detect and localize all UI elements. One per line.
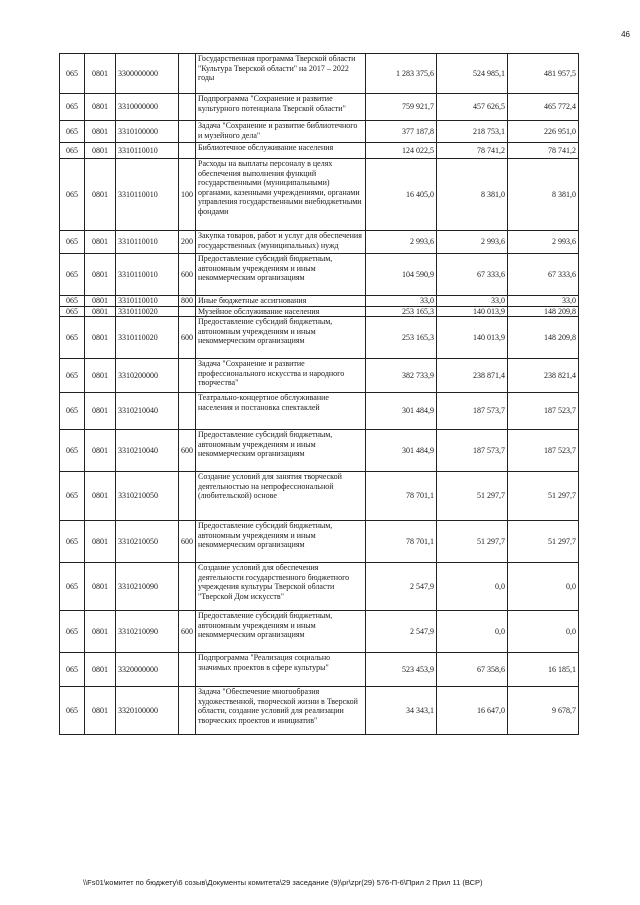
table-row <box>60 653 579 687</box>
cell-target-article: 3310210090 <box>116 563 179 611</box>
cell-vedomstvo: 065 <box>60 54 85 94</box>
cell-razdel: 0801 <box>85 563 116 611</box>
cell-target-article: 3300000000 <box>116 54 179 94</box>
cell-razdel: 0801 <box>85 359 116 393</box>
table-row <box>60 296 579 307</box>
cell-vedomstvo: 065 <box>60 521 85 563</box>
cell-target-article: 3310110010 <box>116 143 179 159</box>
cell-item-name: Подпрограмма "Реализация социально значимых проектов в сфере культуры" <box>196 653 366 687</box>
table-row <box>60 611 579 653</box>
cell-expense-type <box>179 563 196 611</box>
cell-amount-2: 140 013,9 <box>437 306 508 317</box>
cell-expense-type <box>179 472 196 521</box>
cell-amount-3: 78 741,2 <box>508 143 579 159</box>
cell-vedomstvo: 065 <box>60 254 85 296</box>
cell-expense-type: 600 <box>179 430 196 472</box>
cell-expense-type: 100 <box>179 159 196 231</box>
cell-razdel: 0801 <box>85 653 116 687</box>
cell-amount-2: 67 358,6 <box>437 653 508 687</box>
table-row <box>60 359 579 393</box>
cell-expense-type <box>179 687 196 735</box>
cell-amount-3: 51 297,7 <box>508 472 579 521</box>
table-row <box>60 94 579 121</box>
cell-amount-1: 253 165,3 <box>366 306 437 317</box>
cell-target-article: 3310210040 <box>116 430 179 472</box>
cell-expense-type: 600 <box>179 317 196 359</box>
cell-amount-3: 51 297,7 <box>508 521 579 563</box>
cell-item-name: Расходы на выплаты персоналу в целях обеспечения выполнения функций государственными (муниципальными) органами, казенными учреждениями, органами управления государственными внебюджетными фондами <box>196 159 366 231</box>
cell-amount-3: 226 951,0 <box>508 121 579 143</box>
cell-amount-3: 187 523,7 <box>508 393 579 430</box>
cell-vedomstvo: 065 <box>60 296 85 307</box>
cell-amount-2: 218 753,1 <box>437 121 508 143</box>
cell-vedomstvo: 065 <box>60 563 85 611</box>
cell-razdel: 0801 <box>85 254 116 296</box>
cell-amount-3: 148 209,8 <box>508 306 579 317</box>
cell-amount-1: 759 921,7 <box>366 94 437 121</box>
table-row <box>60 121 579 143</box>
cell-item-name: Создание условий для занятия творческой деятельностью на непрофессиональной (любительской) основе <box>196 472 366 521</box>
cell-vedomstvo: 065 <box>60 472 85 521</box>
cell-expense-type <box>179 94 196 121</box>
cell-target-article: 3320100000 <box>116 687 179 735</box>
cell-expense-type <box>179 359 196 393</box>
cell-item-name: Предоставление субсидий бюджетным, автономным учреждениям и иным некоммерческим организациям <box>196 254 366 296</box>
cell-razdel: 0801 <box>85 393 116 430</box>
cell-amount-1: 2 547,9 <box>366 611 437 653</box>
cell-razdel: 0801 <box>85 430 116 472</box>
table-row <box>60 563 579 611</box>
cell-amount-2: 0,0 <box>437 611 508 653</box>
cell-razdel: 0801 <box>85 317 116 359</box>
cell-razdel: 0801 <box>85 687 116 735</box>
cell-amount-2: 238 871,4 <box>437 359 508 393</box>
cell-amount-2: 8 381,0 <box>437 159 508 231</box>
cell-amount-2: 2 993,6 <box>437 231 508 254</box>
cell-razdel: 0801 <box>85 143 116 159</box>
cell-amount-3: 33,0 <box>508 296 579 307</box>
table-row <box>60 687 579 735</box>
table-row <box>60 521 579 563</box>
cell-item-name: Предоставление субсидий бюджетным, автономным учреждениям и иным некоммерческим организациям <box>196 317 366 359</box>
cell-expense-type: 800 <box>179 296 196 307</box>
table-row <box>60 231 579 254</box>
cell-razdel: 0801 <box>85 94 116 121</box>
table-row <box>60 54 579 94</box>
cell-amount-1: 377 187,8 <box>366 121 437 143</box>
cell-amount-2: 78 741,2 <box>437 143 508 159</box>
cell-amount-3: 148 209,8 <box>508 317 579 359</box>
cell-amount-3: 187 523,7 <box>508 430 579 472</box>
cell-amount-1: 523 453,9 <box>366 653 437 687</box>
cell-expense-type <box>179 54 196 94</box>
cell-item-name: Предоставление субсидий бюджетным, автономным учреждениям и иным некоммерческим организациям <box>196 430 366 472</box>
cell-item-name: Библиотечное обслуживание населения <box>196 143 366 159</box>
cell-item-name: Создание условий для обеспечения деятельности государственного бюджетного учреждения культуры Тверской области "Тверской Дом искусств" <box>196 563 366 611</box>
budget-table-body <box>60 54 579 735</box>
cell-amount-1: 78 701,1 <box>366 521 437 563</box>
cell-target-article: 3310110020 <box>116 306 179 317</box>
cell-vedomstvo: 065 <box>60 121 85 143</box>
cell-amount-3: 9 678,7 <box>508 687 579 735</box>
cell-amount-2: 67 333,6 <box>437 254 508 296</box>
cell-amount-1: 16 405,0 <box>366 159 437 231</box>
cell-amount-1: 104 590,9 <box>366 254 437 296</box>
cell-item-name: Музейное обслуживание населения <box>196 306 366 317</box>
page-number: 46 <box>621 30 630 39</box>
cell-razdel: 0801 <box>85 121 116 143</box>
cell-vedomstvo: 065 <box>60 611 85 653</box>
cell-target-article: 3310210090 <box>116 611 179 653</box>
cell-target-article: 3310110010 <box>116 231 179 254</box>
cell-target-article: 3310000000 <box>116 94 179 121</box>
table-row <box>60 159 579 231</box>
cell-amount-1: 124 022,5 <box>366 143 437 159</box>
cell-vedomstvo: 065 <box>60 306 85 317</box>
cell-vedomstvo: 065 <box>60 317 85 359</box>
cell-target-article: 3310110010 <box>116 254 179 296</box>
cell-vedomstvo: 065 <box>60 430 85 472</box>
table-row <box>60 472 579 521</box>
cell-target-article: 3310200000 <box>116 359 179 393</box>
cell-item-name: Закупка товаров, работ и услуг для обеспечения государственных (муниципальных) нужд <box>196 231 366 254</box>
cell-vedomstvo: 065 <box>60 653 85 687</box>
cell-razdel: 0801 <box>85 159 116 231</box>
cell-target-article: 3310210050 <box>116 472 179 521</box>
cell-amount-2: 524 985,1 <box>437 54 508 94</box>
table-row <box>60 317 579 359</box>
cell-item-name: Театрально-концертное обслуживание населения и постановка спектаклей <box>196 393 366 430</box>
cell-razdel: 0801 <box>85 611 116 653</box>
table-row <box>60 393 579 430</box>
cell-razdel: 0801 <box>85 231 116 254</box>
table-row <box>60 430 579 472</box>
cell-amount-3: 8 381,0 <box>508 159 579 231</box>
cell-amount-3: 16 185,1 <box>508 653 579 687</box>
cell-vedomstvo: 065 <box>60 159 85 231</box>
cell-razdel: 0801 <box>85 306 116 317</box>
cell-amount-1: 301 484,9 <box>366 393 437 430</box>
cell-amount-3: 238 821,4 <box>508 359 579 393</box>
cell-amount-2: 140 013,9 <box>437 317 508 359</box>
cell-expense-type: 600 <box>179 611 196 653</box>
cell-item-name: Государственная программа Тверской области "Культура Тверской области" на 2017 – 2022 годы <box>196 54 366 94</box>
cell-razdel: 0801 <box>85 521 116 563</box>
cell-amount-2: 51 297,7 <box>437 472 508 521</box>
cell-amount-1: 1 283 375,6 <box>366 54 437 94</box>
cell-vedomstvo: 065 <box>60 231 85 254</box>
cell-amount-1: 2 547,9 <box>366 563 437 611</box>
cell-item-name: Иные бюджетные ассигнования <box>196 296 366 307</box>
table-row <box>60 143 579 159</box>
cell-razdel: 0801 <box>85 54 116 94</box>
cell-amount-1: 34 343,1 <box>366 687 437 735</box>
table-row <box>60 306 579 317</box>
cell-amount-2: 16 647,0 <box>437 687 508 735</box>
cell-expense-type: 200 <box>179 231 196 254</box>
cell-target-article: 3310110010 <box>116 159 179 231</box>
cell-amount-2: 187 573,7 <box>437 393 508 430</box>
cell-vedomstvo: 065 <box>60 393 85 430</box>
cell-amount-3: 67 333,6 <box>508 254 579 296</box>
cell-amount-2: 33,0 <box>437 296 508 307</box>
cell-amount-2: 187 573,7 <box>437 430 508 472</box>
cell-amount-3: 481 957,5 <box>508 54 579 94</box>
cell-target-article: 3310110020 <box>116 317 179 359</box>
cell-amount-2: 0,0 <box>437 563 508 611</box>
cell-amount-3: 465 772,4 <box>508 94 579 121</box>
cell-amount-1: 78 701,1 <box>366 472 437 521</box>
cell-target-article: 3310100000 <box>116 121 179 143</box>
cell-amount-3: 2 993,6 <box>508 231 579 254</box>
cell-vedomstvo: 065 <box>60 94 85 121</box>
cell-vedomstvo: 065 <box>60 687 85 735</box>
cell-amount-1: 253 165,3 <box>366 317 437 359</box>
cell-target-article: 3310210040 <box>116 393 179 430</box>
cell-item-name: Подпрограмма "Сохранение и развитие культурного потенциала Тверской области" <box>196 94 366 121</box>
cell-expense-type <box>179 121 196 143</box>
cell-expense-type: 600 <box>179 521 196 563</box>
cell-amount-1: 2 993,6 <box>366 231 437 254</box>
cell-amount-1: 33,0 <box>366 296 437 307</box>
cell-amount-1: 301 484,9 <box>366 430 437 472</box>
cell-expense-type <box>179 143 196 159</box>
cell-amount-1: 382 733,9 <box>366 359 437 393</box>
cell-vedomstvo: 065 <box>60 359 85 393</box>
cell-amount-3: 0,0 <box>508 563 579 611</box>
cell-razdel: 0801 <box>85 472 116 521</box>
cell-amount-2: 457 626,5 <box>437 94 508 121</box>
cell-amount-3: 0,0 <box>508 611 579 653</box>
cell-razdel: 0801 <box>85 296 116 307</box>
cell-expense-type <box>179 306 196 317</box>
cell-target-article: 3310110010 <box>116 296 179 307</box>
cell-target-article: 3320000000 <box>116 653 179 687</box>
cell-expense-type <box>179 393 196 430</box>
table-row <box>60 254 579 296</box>
cell-target-article: 3310210050 <box>116 521 179 563</box>
cell-item-name: Предоставление субсидий бюджетным, автономным учреждениям и иным некоммерческим организациям <box>196 521 366 563</box>
cell-item-name: Задача "Сохранение и развитие профессионального искусства и народного творчества" <box>196 359 366 393</box>
cell-item-name: Предоставление субсидий бюджетным, автономным учреждениям и иным некоммерческим организациям <box>196 611 366 653</box>
footer-file-path: \\Fs01\комитет по бюджету\6 созыв\Документы комитета\29 заседание (9)\pr\zpr(29) 576-П-6\Прил 2 Прил 11 (ВСР) <box>83 878 483 887</box>
cell-expense-type <box>179 653 196 687</box>
cell-amount-2: 51 297,7 <box>437 521 508 563</box>
cell-item-name: Задача "Обеспечение многообразия художественной, творческой жизни в Тверской области, создание условий для реализации творческих проектов и инициатив" <box>196 687 366 735</box>
cell-vedomstvo: 065 <box>60 143 85 159</box>
budget-table <box>59 53 579 735</box>
cell-expense-type: 600 <box>179 254 196 296</box>
cell-item-name: Задача "Сохранение и развитие библиотечного и музейного дела" <box>196 121 366 143</box>
